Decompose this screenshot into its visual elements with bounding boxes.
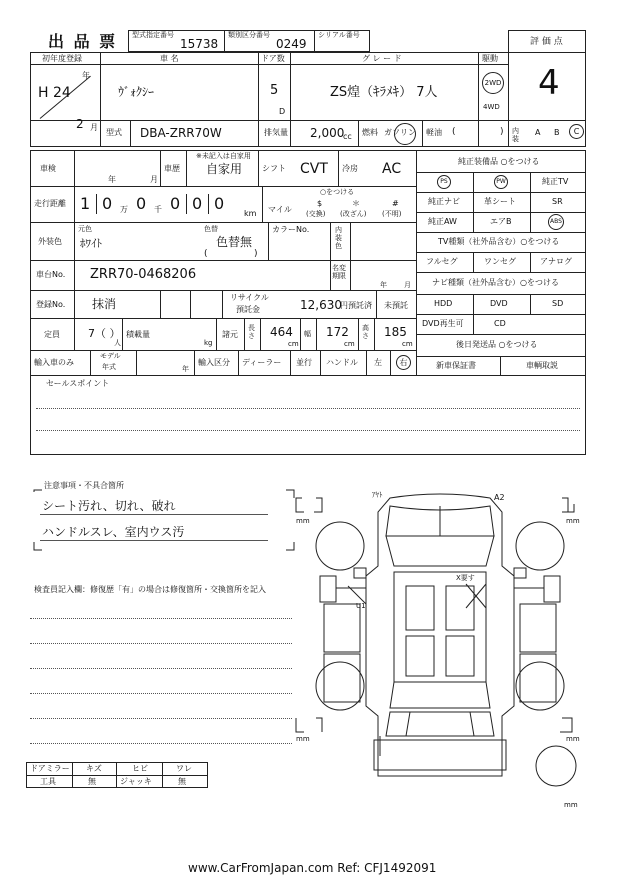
tv-oneseg: ワンセグ — [484, 257, 516, 266]
drive-4wd: 4WD — [483, 103, 500, 111]
mileage-digit: 0 — [214, 194, 225, 213]
height-label: 高さ — [362, 324, 369, 340]
equip-abs: ABS — [550, 218, 562, 225]
orig-color-label: 元色 — [78, 225, 92, 233]
inspector-line — [30, 618, 292, 619]
length-value: 464 — [270, 325, 293, 339]
ac-value: AC — [382, 161, 402, 177]
legend-value: 無 — [88, 777, 96, 786]
recycle-label-2: 預託金 — [236, 305, 260, 314]
inspector-line — [30, 668, 292, 669]
drive-label: 駆動 — [482, 54, 498, 63]
model-value: DBA-ZRR70W — [140, 126, 222, 140]
mileage-label: 走行距離 — [34, 199, 66, 208]
tire-mm-rr: mm — [566, 735, 580, 743]
doors-label: ドア数 — [261, 54, 285, 63]
width-value: 172 — [326, 325, 349, 339]
shaken-year-unit: 年 — [108, 175, 116, 184]
reg-no-label: 登録No. — [36, 300, 66, 309]
sales-label: セールスポイント — [46, 379, 110, 388]
x-mark: X要す — [456, 574, 475, 582]
notes-line-1: シート汚れ、切れ、破れ — [42, 499, 176, 513]
inspector-line — [30, 693, 292, 694]
odo-unknown-sym: # — [392, 199, 399, 208]
mileage-sen: 千 — [154, 205, 162, 214]
recycle-unit: 円預託済 — [340, 301, 372, 310]
height-cm: cm — [402, 340, 413, 348]
front-mark: ｱﾔﾄ — [372, 491, 383, 499]
import-label: 輸入車のみ — [34, 358, 74, 367]
chassis-value: ZRR70-0468206 — [90, 267, 197, 282]
history-value: 自家用 — [206, 162, 243, 176]
tv-title: TV種類（社外品含む）○をつける — [438, 237, 560, 246]
length-cm: cm — [288, 340, 299, 348]
model-year-label-2: 年式 — [102, 363, 116, 371]
equip-ps: PS — [440, 178, 448, 185]
length-label: 長さ — [248, 324, 255, 340]
first-reg-year: H 24 — [38, 85, 71, 101]
shift-label: シフト — [262, 164, 286, 173]
parallel: 並行 — [296, 358, 312, 367]
mileage-digit: 0 — [136, 194, 147, 213]
reg-status: 抹消 — [92, 297, 117, 311]
interior-color-label: 内装色 — [335, 226, 342, 250]
first-reg-month: 2 — [76, 117, 84, 131]
notes-title: 注意事項・不具合箇所 — [44, 481, 124, 490]
later-manual: 車輌取説 — [526, 361, 558, 370]
year-unit: 年 — [82, 71, 90, 80]
navi-sd: SD — [552, 299, 564, 308]
tire-mm-fl: mm — [296, 517, 310, 525]
odo-tamper: (改ざん) — [340, 210, 367, 218]
mileage-km: km — [244, 209, 257, 218]
inspector-line — [30, 743, 292, 744]
abs-circle — [548, 214, 564, 230]
load-label: 積載量 — [126, 330, 150, 339]
handle-label: ハンドル — [326, 358, 358, 367]
cc-unit: cc — [343, 132, 352, 141]
navi-title: ナビ種類（社外品含む）○をつける — [432, 278, 559, 287]
import-type-label: 輸入区分 — [198, 358, 230, 367]
interior-c: C — [573, 126, 580, 136]
repaint-value: 色替無 — [216, 235, 253, 249]
legend-header: ドアミラー — [30, 764, 70, 773]
orig-color-value: ﾎﾜｲﾄ — [80, 237, 102, 250]
capacity-label: 定員 — [44, 330, 60, 339]
mileage-digits — [76, 192, 236, 216]
interior-b: B — [554, 128, 560, 137]
equip-sr: SR — [552, 197, 563, 206]
navi-cd: CD — [494, 319, 506, 328]
drive-2wd-circle — [482, 72, 504, 94]
legend-header: ワレ — [176, 764, 192, 773]
odo-tamper-sym: ＊ — [352, 199, 360, 208]
class-label: 類別区分番号 — [228, 31, 270, 39]
shaken-label: 車検 — [40, 164, 56, 173]
equip-navi: 純正ナビ — [428, 197, 460, 206]
equip-tv: 純正TV — [542, 177, 569, 186]
mileage-digit: 0 — [170, 194, 181, 213]
repaint-paren-open: ( — [204, 249, 208, 259]
mileage-digit: 0 — [102, 194, 113, 213]
odo-swap: (交換) — [306, 210, 326, 218]
later-title: 後日発送品 ○をつける — [456, 340, 538, 349]
mileage-digit: 1 — [80, 194, 91, 213]
inspector-label: 検査員記入欄：修復歴「有」の場合は修復箇所・交換箇所を記入 — [34, 585, 266, 594]
type-cert-label: 型式指定番号 — [132, 31, 174, 39]
form-title: 出 品 票 — [48, 32, 118, 51]
color-no-label: カラーNo. — [272, 225, 310, 234]
capacity-value: 7（ ） — [88, 327, 121, 340]
serial-label: シリアル番号 — [318, 31, 360, 39]
equip-aw: 純正AW — [428, 217, 457, 226]
interior-label: 内装 — [512, 127, 519, 143]
car-name-label: 車 名 — [160, 54, 179, 63]
displacement: 2,000 — [310, 126, 345, 140]
nc-year: 年 — [380, 281, 387, 289]
a2-mark: A2 — [494, 493, 505, 502]
size-label: 諸元 — [222, 330, 238, 339]
grade-value: ZS煌（ｷﾗﾒｷ） 7人 — [330, 85, 438, 100]
doors-value: 5 — [270, 83, 279, 98]
tv-fullseg: フルセグ — [426, 257, 458, 266]
recycle-unpaid: 未預託 — [384, 301, 408, 310]
legend-header: キズ — [86, 764, 102, 773]
handle-right-circle — [396, 355, 411, 370]
car-name: ｳﾞｫｸｼｰ — [118, 85, 155, 99]
score-value: 4 — [538, 63, 560, 103]
type-cert-no: 15738 — [180, 37, 219, 51]
fuel-gas: ガソリン — [384, 128, 416, 137]
shift-value: CVT — [300, 161, 328, 177]
grade-label: グ レ ー ド — [362, 54, 402, 63]
tire-mm-rl: mm — [296, 735, 310, 743]
history-note: ※未記入は自家用 — [196, 152, 251, 160]
legend-value: ジャッキ — [120, 777, 152, 786]
chassis-label: 車台No. — [36, 270, 66, 279]
fuel-paren-open: ( — [452, 127, 456, 137]
ps-circle — [437, 175, 451, 189]
odo-swap-sym: $ — [317, 199, 323, 208]
fuel-paren-close: ) — [500, 127, 504, 137]
width-cm: cm — [344, 340, 355, 348]
equip-leather: 革シート — [484, 197, 516, 206]
legend-header: ヒビ — [132, 764, 148, 773]
u1-mark: U1 — [356, 602, 366, 610]
navi-hdd: HDD — [434, 299, 453, 308]
capacity-unit: 人 — [114, 339, 121, 347]
odo-miles: マイル — [268, 205, 292, 214]
genuine-title: 純正装備品 ○をつける — [458, 157, 540, 166]
month-unit: 月 — [90, 123, 98, 132]
odo-note: ○をつける — [320, 188, 355, 196]
repaint-label: 色替 — [204, 225, 218, 233]
tv-analog: アナログ — [540, 257, 572, 266]
recycle-amount: 12,630 — [300, 298, 342, 312]
inspector-line — [30, 643, 292, 644]
height-value: 185 — [384, 325, 407, 339]
drive-2wd: 2WD — [484, 78, 502, 87]
recycle-label-1: リサイクル — [230, 293, 269, 302]
doors-suffix: D — [279, 107, 286, 116]
later-warranty: 新車保証書 — [436, 361, 476, 370]
mileage-digit: 0 — [192, 194, 203, 213]
legend-value: 無 — [178, 777, 186, 786]
repaint-paren-close: ) — [254, 249, 258, 259]
navi-dvd-play: DVD再生可 — [422, 319, 464, 328]
handle-left: 左 — [374, 358, 382, 367]
first-reg-label: 初年度登録 — [42, 54, 82, 63]
shaken-month-unit: 月 — [150, 175, 158, 184]
mileage-man: 万 — [120, 205, 128, 214]
navi-dvd: DVD — [490, 299, 508, 308]
model-year-label-1: モデル — [100, 352, 121, 360]
equip-pw: PW — [496, 178, 506, 185]
inspector-line — [30, 718, 292, 719]
ac-label: 冷房 — [342, 164, 358, 173]
history-label: 車歴 — [164, 164, 180, 173]
fuel-gas-circle — [394, 123, 416, 145]
disp-label: 排気量 — [264, 128, 288, 137]
notes-line-2: ハンドルスレ、室内ウス汚 — [42, 525, 185, 539]
import-year: 年 — [182, 365, 189, 373]
interior-c-circle — [569, 124, 584, 139]
handle-right: 右 — [399, 357, 408, 367]
fuel-label: 燃料 — [362, 128, 378, 137]
load-unit: kg — [204, 339, 213, 347]
tire-mm-fr: mm — [566, 517, 580, 525]
car-diagram — [290, 476, 590, 806]
color-label: 外装色 — [38, 237, 62, 246]
class-no: 0249 — [276, 37, 307, 51]
interior-a: A — [535, 128, 541, 137]
odo-unknown: (不明) — [382, 210, 402, 218]
name-change-label: 名変期限 — [332, 264, 346, 280]
fuel-diesel-label: 軽油 — [426, 128, 442, 137]
notes-bracket — [28, 486, 298, 556]
pw-circle — [494, 175, 508, 189]
nc-month: 月 — [404, 281, 411, 289]
footer-text: www.CarFromJapan.com Ref: CFJ1492091 — [188, 861, 437, 875]
legend-value: 工具 — [40, 777, 56, 786]
width-label: 幅 — [304, 330, 311, 338]
equip-airbag: エアB — [490, 217, 512, 226]
score-label: 評 価 点 — [530, 37, 563, 47]
dealer: ディーラー — [242, 358, 282, 367]
model-label: 型式 — [106, 128, 122, 137]
tire-mm-spare: mm — [564, 801, 578, 809]
